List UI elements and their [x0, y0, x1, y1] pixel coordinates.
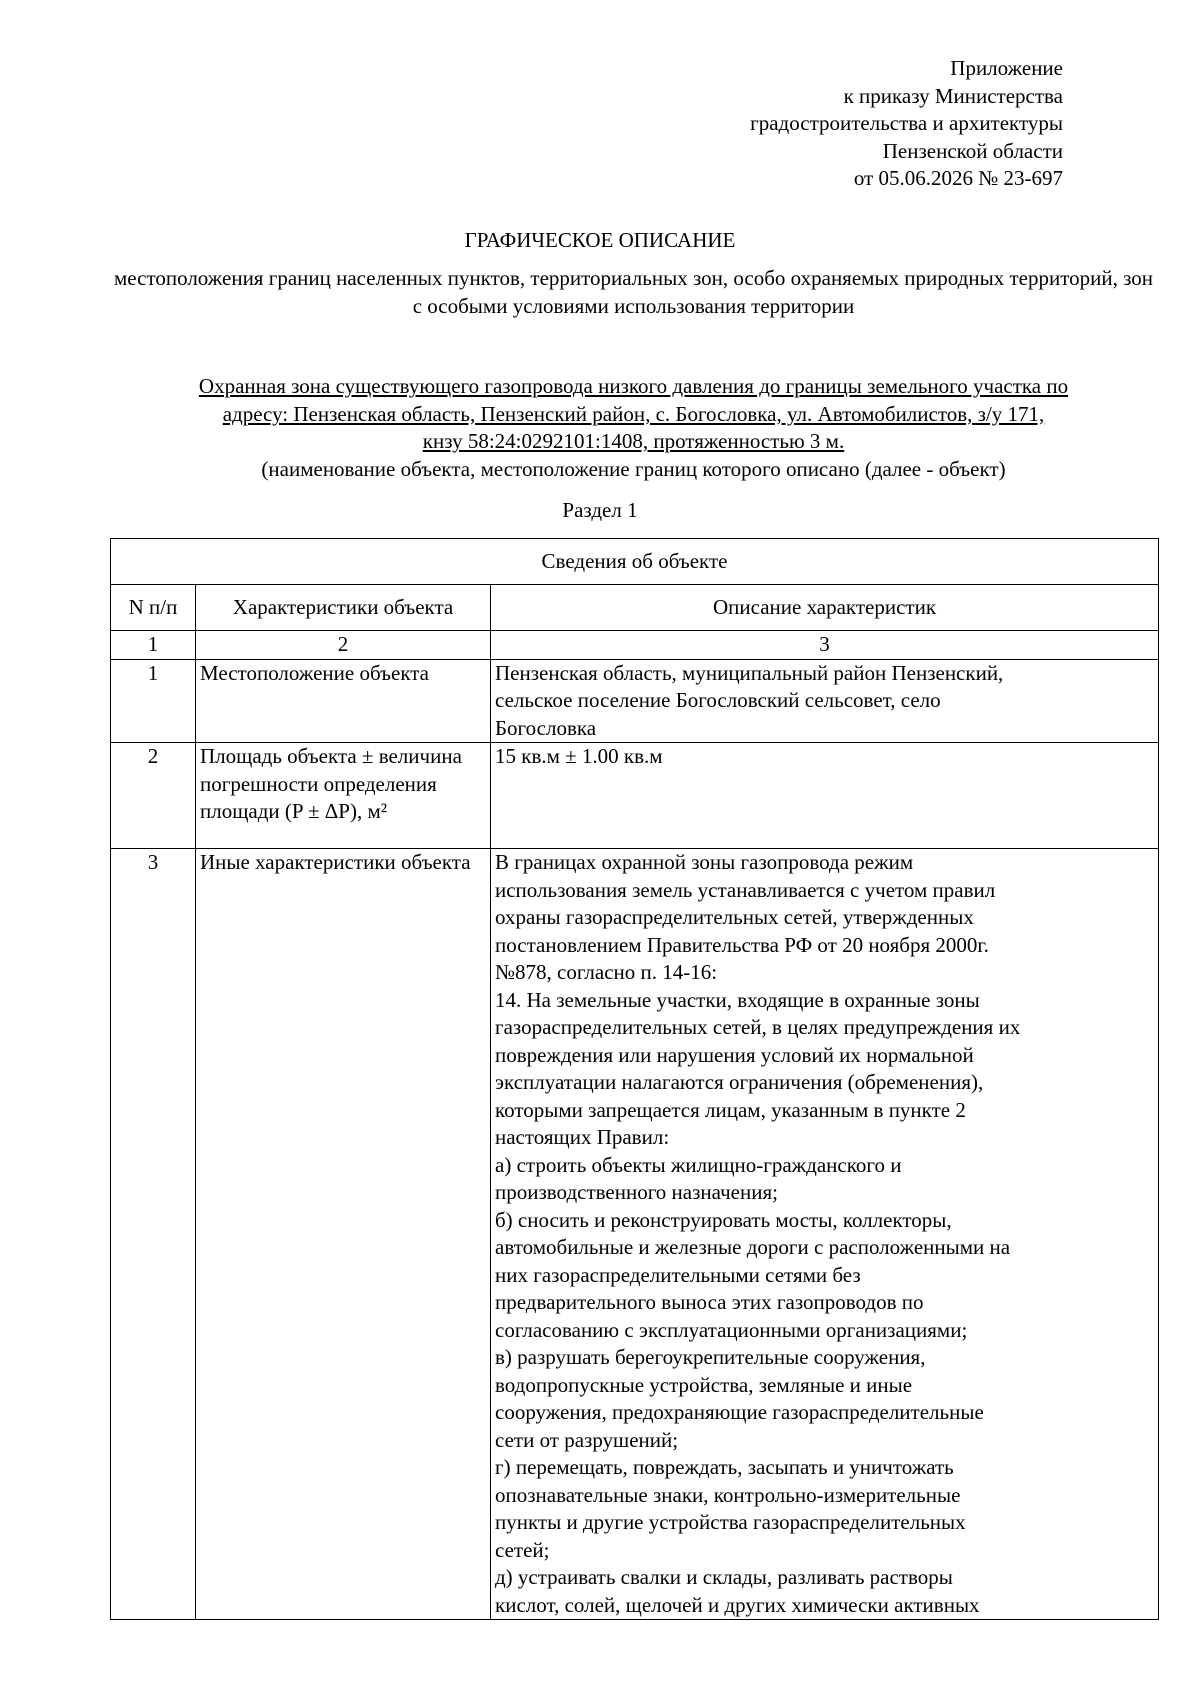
object-name-line: адресу: Пензенская область, Пензенский район, с. Богословка, ул. Автомобилистов, з/у 171,: [222, 401, 1045, 426]
description-line: водопропускные устройства, земляные и иные: [495, 1372, 913, 1397]
description-line: Пензенская область, муниципальный район Пензенский,: [495, 660, 1004, 685]
description-line: охраны газораспределительных сетей, утвержденных: [495, 905, 974, 929]
description-line: б) сносить и реконструировать мосты, коллекторы,: [495, 1207, 952, 1232]
description-line: них газораспределительными сетями без: [495, 1262, 861, 1287]
description-line: согласованию с эксплуатационными организациями;: [495, 1317, 968, 1342]
characteristic-line: Площадь объекта ± величина: [200, 744, 462, 768]
document-subtitle: местоположения границ населенных пунктов, территориальных зон, особо охраняемых природных территорий, зон с особыми условиями использования территории: [114, 266, 1153, 318]
characteristic-line: погрешности определения: [200, 771, 437, 796]
description-line: сельское поселение Богословский сельсовет, село: [495, 688, 941, 712]
description-line: газораспределительных сетей, в целях предупреждения их: [495, 1015, 1021, 1039]
section-label: Раздел 1: [562, 498, 638, 522]
table-row: [111, 743, 1159, 849]
characteristic-line: площади (P ± ΔP), м²: [200, 799, 388, 823]
description-line: сооружения, предохраняющие газораспределительные: [495, 1400, 984, 1424]
description-line: которыми запрещается лицам, указанным в пункте 2: [495, 1097, 966, 1122]
row-num: 1: [111, 659, 196, 743]
description-line: пункты и другие устройства газораспределительных: [495, 1510, 966, 1534]
description-line: производственного назначения;: [495, 1180, 778, 1204]
description-line: кислот, солей, щелочей и других химически активных: [495, 1592, 980, 1617]
description-line: настоящих Правил:: [495, 1125, 670, 1149]
description-line: №878, согласно п. 14-16:: [495, 960, 718, 984]
row-characteristic: Местоположение объекта: [196, 659, 491, 743]
row-num: 3: [111, 849, 196, 1620]
header-num: N п/п: [111, 585, 196, 631]
description-line: предварительного выноса этих газопроводов по: [495, 1290, 924, 1314]
row-characteristic: [196, 743, 491, 849]
appendix-line: градостроительства и архитектуры: [750, 111, 1063, 135]
object-info-table: [110, 538, 1159, 1620]
document-title: ГРАФИЧЕСКОЕ ОПИСАНИЕ: [464, 228, 736, 252]
description-line: а) строить объекты жилищно-гражданского и: [495, 1152, 902, 1177]
appendix-block: [750, 55, 1063, 193]
description-line: д) устраивать свалки и склады, разливать растворы: [495, 1565, 953, 1589]
column-number: 3: [491, 631, 1159, 660]
description-line: использования земель устанавливается с учетом правил: [495, 877, 996, 902]
description-line: г) перемещать, повреждать, засыпать и уничтожать: [495, 1455, 954, 1479]
row-description: [491, 849, 1159, 1620]
description-line: сетей;: [495, 1537, 550, 1562]
description-line: в) разрушать берегоукрепительные сооружения,: [495, 1345, 926, 1369]
object-name-line: кнзу 58:24:0292101:1408, протяженностью 3 м.: [422, 429, 845, 453]
description-line: В границах охранной зоны газопровода режим: [495, 850, 914, 874]
row-characteristic: Иные характеристики объекта: [196, 849, 491, 1620]
description-line: Богословка: [495, 715, 597, 740]
row-num: 2: [111, 743, 196, 849]
column-number: 1: [111, 631, 196, 660]
column-number-row: [111, 631, 1159, 660]
appendix-order-line: от 05.06.2026 № 23-697: [853, 166, 1063, 190]
row-description: [491, 743, 1159, 849]
object-name-block: [110, 373, 1157, 483]
table-caption: Сведения об объекте: [111, 539, 1159, 585]
description-line: автомобильные и железные дороги с расположенными на: [495, 1235, 1011, 1259]
object-caption: (наименование объекта, местоположение границ которого описано (далее - объект): [261, 456, 1006, 481]
table-row: [111, 659, 1159, 743]
row-description: [491, 659, 1159, 743]
header-characteristic: Характеристики объекта: [196, 585, 491, 631]
appendix-line: Пензенской области: [882, 138, 1063, 163]
description-line: 14. На земельные участки, входящие в охранные зоны: [495, 987, 980, 1012]
description-line: постановлением Правительства РФ от 20 ноября 2000г.: [495, 932, 989, 957]
table-row: [111, 849, 1159, 1620]
column-number: 2: [196, 631, 491, 660]
description-line: 15 кв.м ± 1.00 кв.м: [495, 744, 663, 768]
description-line: эксплуатации налагаются ограничения (обременения),: [495, 1070, 984, 1094]
header-description: Описание характеристик: [491, 585, 1159, 631]
table-caption-row: [111, 539, 1159, 585]
table-header-row: [111, 585, 1159, 631]
description-line: опознавательные знаки, контрольно-измерительные: [495, 1482, 961, 1507]
description-line: сети от разрушений;: [495, 1427, 679, 1452]
object-name-line: Охранная зона существующего газопровода низкого давления до границы земельного участка по: [198, 374, 1069, 398]
appendix-line: Приложение: [950, 56, 1063, 80]
description-line: повреждения или нарушения условий их нормальной: [495, 1042, 974, 1067]
appendix-line: к приказу Министерства: [843, 83, 1063, 108]
